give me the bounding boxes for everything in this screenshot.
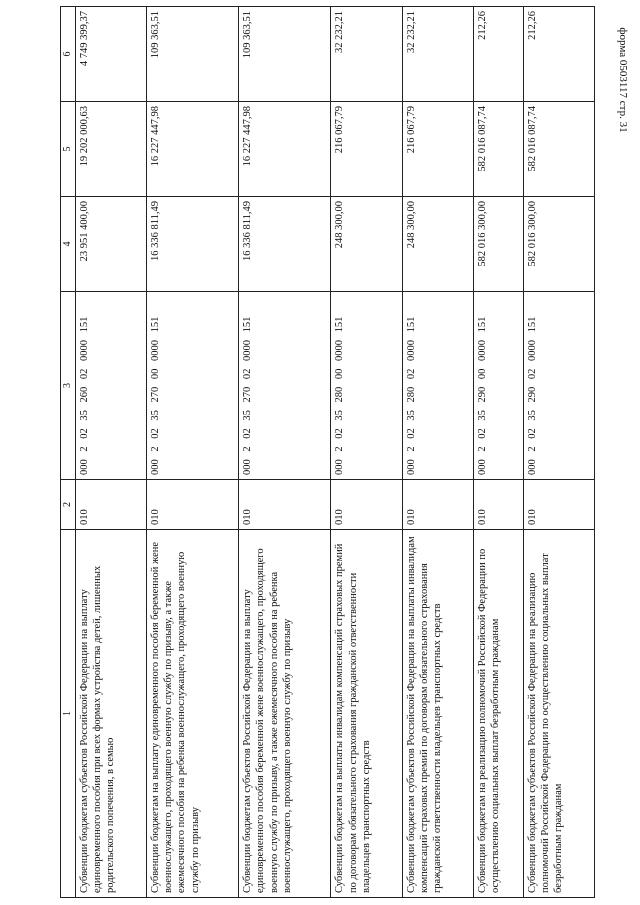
executed-amount: 19 202 000,63 [76,102,147,197]
executed-amount: 582 016 087,74 [523,102,594,197]
approved-amount: 248 300,00 [331,197,402,292]
unexecuted-amount: 212,26 [473,7,523,102]
budget-report-table [60,6,595,898]
indicator-name: Субвенции бюджетам на выплату единовременного пособия беременной жене военнослужащего, проходящего военную службу по призыву, а также ежемесячного пособия на ребенка военнослужащего, проходящего военную службу по призыву [147,530,239,898]
executed-amount: 582 016 087,74 [473,102,523,197]
unexecuted-amount: 109 363,51 [147,7,239,102]
column-number: 3 [61,292,76,480]
line-code: 010 [147,480,239,530]
executed-amount: 16 227 447,98 [147,102,239,197]
column-number: 6 [61,7,76,102]
indicator-name: Субвенции бюджетам на выплаты инвалидам компенсаций страховых премий по договорам обязательного страхования гражданской ответственности владельцев транспортных средств [331,530,402,898]
approved-amount: 582 016 300,00 [473,197,523,292]
form-label-text: форма 0503117 стр. 31 [616,27,629,133]
table-row [473,7,523,898]
budget-classification-code: 000 2 02 35 260 02 0000 151 [76,292,147,480]
line-code: 010 [523,480,594,530]
budget-classification-code: 000 2 02 35 290 00 0000 151 [473,292,523,480]
approved-amount: 582 016 300,00 [523,197,594,292]
table-row [331,7,402,898]
unexecuted-amount: 212,26 [523,7,594,102]
budget-classification-code: 000 2 02 35 290 02 0000 151 [523,292,594,480]
column-number: 4 [61,197,76,292]
indicator-name: Субвенции бюджетам на реализацию полномочий Российской Федерации по осуществлению социальных выплат безработным гражданам [473,530,523,898]
budget-classification-code: 000 2 02 35 270 00 0000 151 [147,292,239,480]
indicator-name: Субвенции бюджетам субъектов Российской Федерации на реализацию полномочий Российской Федерации по осуществлению социальных выплат безработным гражданам [523,530,594,898]
unexecuted-amount: 32 232,21 [331,7,402,102]
budget-classification-code: 000 2 02 35 280 02 0000 151 [402,292,473,480]
table-row [147,7,239,898]
line-code: 010 [76,480,147,530]
indicator-name: Субвенции бюджетам субъектов Российской Федерации на выплату единовременного пособия беременной жене военнослужащего, проходящего военную службу по призыву, а также ежемесячного пособия на ребенка военнослужащего, проходящего военную службу по призыву [239,530,331,898]
line-code: 010 [473,480,523,530]
table-row [523,7,594,898]
approved-amount: 16 336 811,49 [147,197,239,292]
budget-classification-code: 000 2 02 35 280 00 0000 151 [331,292,402,480]
executed-amount: 16 227 447,98 [239,102,331,197]
approved-amount: 248 300,00 [402,197,473,292]
table-row [239,7,331,898]
line-code: 010 [402,480,473,530]
approved-amount: 16 336 811,49 [239,197,331,292]
indicator-name: Субвенции бюджетам субъектов Российской Федерации на выплаты инвалидам компенсаций страховых премий по договорам обязательного страхования гражданской ответственности владельцев транспортных средств [402,530,473,898]
column-number: 1 [61,530,76,898]
column-number: 2 [61,480,76,530]
executed-amount: 216 067,79 [402,102,473,197]
line-code: 010 [239,480,331,530]
budget-classification-code: 000 2 02 35 270 02 0000 151 [239,292,331,480]
table-row [76,7,147,898]
form-label [605,0,640,160]
unexecuted-amount: 109 363,51 [239,7,331,102]
rotated-page [60,7,595,898]
approved-amount: 23 951 400,00 [76,197,147,292]
unexecuted-amount: 32 232,21 [402,7,473,102]
line-code: 010 [331,480,402,530]
unexecuted-amount: 4 749 399,37 [76,7,147,102]
column-number: 5 [61,102,76,197]
indicator-name: Субвенции бюджетам субъектов Российской Федерации на выплату единовременного пособия при всех формах устройства детей, лишенных родительского попечения, в семью [76,530,147,898]
executed-amount: 216 067,79 [331,102,402,197]
column-number-row [61,7,76,898]
table-row [402,7,473,898]
